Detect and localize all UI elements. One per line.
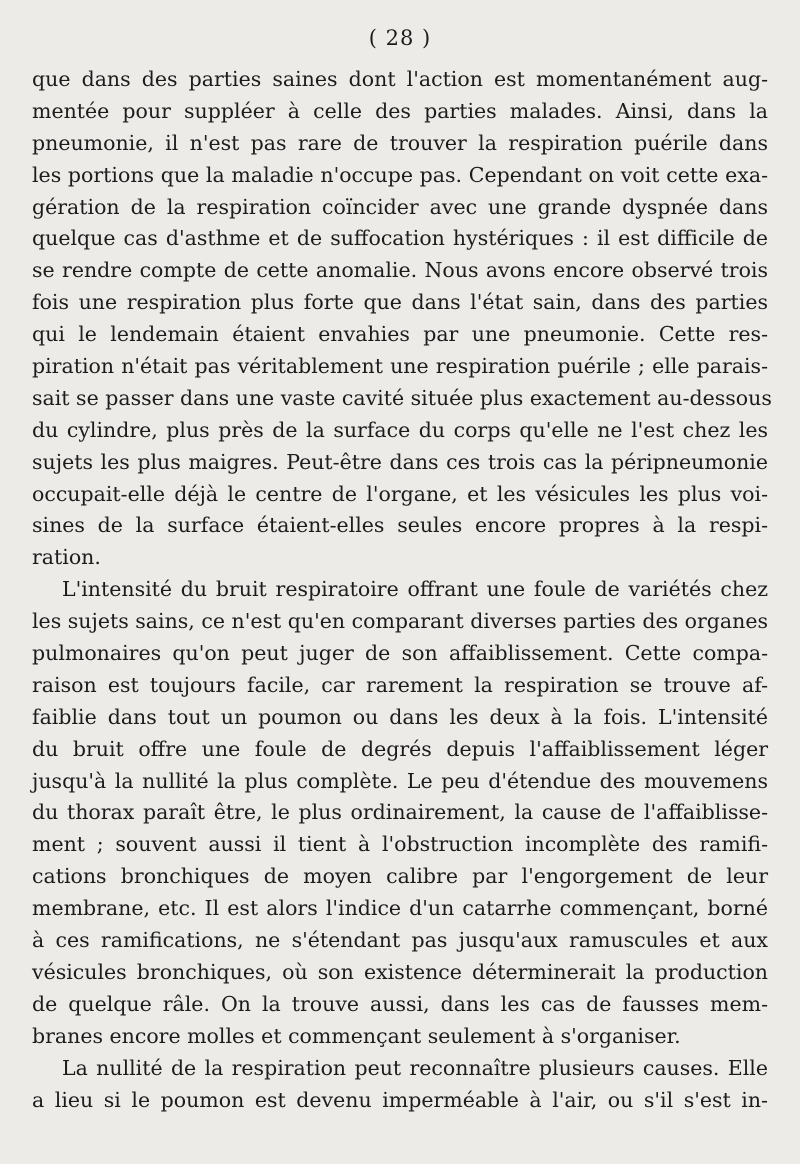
page-number: ( 28 ): [368, 26, 432, 50]
text-line: mentée pour suppléer à celle des parties malades. Ainsi, dans la: [32, 98, 768, 123]
text-line: branes encore molles et commençant seulement à s'organiser.: [32, 1023, 681, 1048]
text-line: du bruit offre une foule de degrés depuis l'affaiblissement léger: [32, 736, 768, 761]
text-line: ration.: [32, 545, 101, 570]
text-line: pulmonaires qu'on peut juger de son affaiblissement. Cette compa-: [32, 641, 768, 666]
text-line: que dans des parties saines dont l'action est momentanément aug-: [32, 67, 768, 91]
text-line: membrane, etc. Il est alors l'indice d'un catarrhe commençant, borné: [32, 896, 768, 921]
text-line: La nullité de la respiration peut reconnaître plusieurs causes. Elle: [62, 1055, 768, 1080]
text-line: L'intensité du bruit respiratoire offrant une foule de variétés chez: [62, 577, 768, 602]
text-line: fois une respiration plus forte que dans l'état sain, dans des parties: [32, 290, 768, 315]
text-line: à ces ramifications, ne s'étendant pas jusqu'aux ramuscules et aux: [32, 928, 768, 953]
text-line: cations bronchiques de moyen calibre par l'engorgement de leur: [32, 864, 768, 889]
text-line: a lieu si le poumon est devenu imperméable à l'air, ou s'il s'est in-: [32, 1087, 768, 1112]
text-line: sujets les plus maigres. Peut-être dans ces trois cas la péripneumonie: [32, 449, 768, 474]
text-line: piration n'était pas véritablement une respiration puérile ; elle parais-: [32, 354, 768, 379]
text-line: les sujets sains, ce n'est qu'en comparant diverses parties des organes: [32, 609, 768, 634]
paragraph: [32, 1053, 768, 1117]
paragraph: [32, 64, 772, 574]
text-line: du thorax paraît être, le plus ordinairement, la cause de l'affaiblisse-: [32, 800, 768, 825]
text-line: sines de la surface étaient-elles seules encore propres à la respi-: [32, 513, 768, 538]
body-text: [32, 64, 772, 1116]
text-line: sait se passer dans une vaste cavité située plus exactement au-dessous: [32, 385, 772, 410]
text-line: se rendre compte de cette anomalie. Nous avons encore observé trois: [32, 258, 768, 283]
text-line: pneumonie, il n'est pas rare de trouver la respiration puérile dans: [32, 130, 768, 155]
text-line: raison est toujours facile, car rarement la respiration se trouve af-: [32, 672, 768, 697]
text-line: jusqu'à la nullité la plus complète. Le peu d'étendue des mouvemens: [32, 768, 768, 793]
text-line: occupait-elle déjà le centre de l'organe, et les vésicules les plus voi-: [32, 481, 768, 506]
text-line: faiblie dans tout un poumon ou dans les deux à la fois. L'intensité: [32, 704, 768, 729]
text-line: gération de la respiration coïncider avec une grande dyspnée dans: [32, 194, 768, 219]
text-line: les portions que la maladie n'occupe pas. Cependant on voit cette exa-: [32, 162, 768, 187]
text-line: du cylindre, plus près de la surface du corps qu'elle ne l'est chez les: [32, 417, 768, 442]
paragraph: [32, 574, 768, 1052]
text-line: de quelque râle. On la trouve aussi, dans les cas de fausses mem-: [32, 991, 768, 1016]
text-line: vésicules bronchiques, où son existence déterminerait la production: [32, 959, 768, 984]
text-line: ment ; souvent aussi il tient à l'obstruction incomplète des ramifi-: [32, 832, 768, 857]
text-line: qui le lendemain étaient envahies par une pneumonie. Cette res-: [32, 322, 768, 347]
text-line: quelque cas d'asthme et de suffocation hystériques : il est difficile de: [32, 226, 768, 251]
